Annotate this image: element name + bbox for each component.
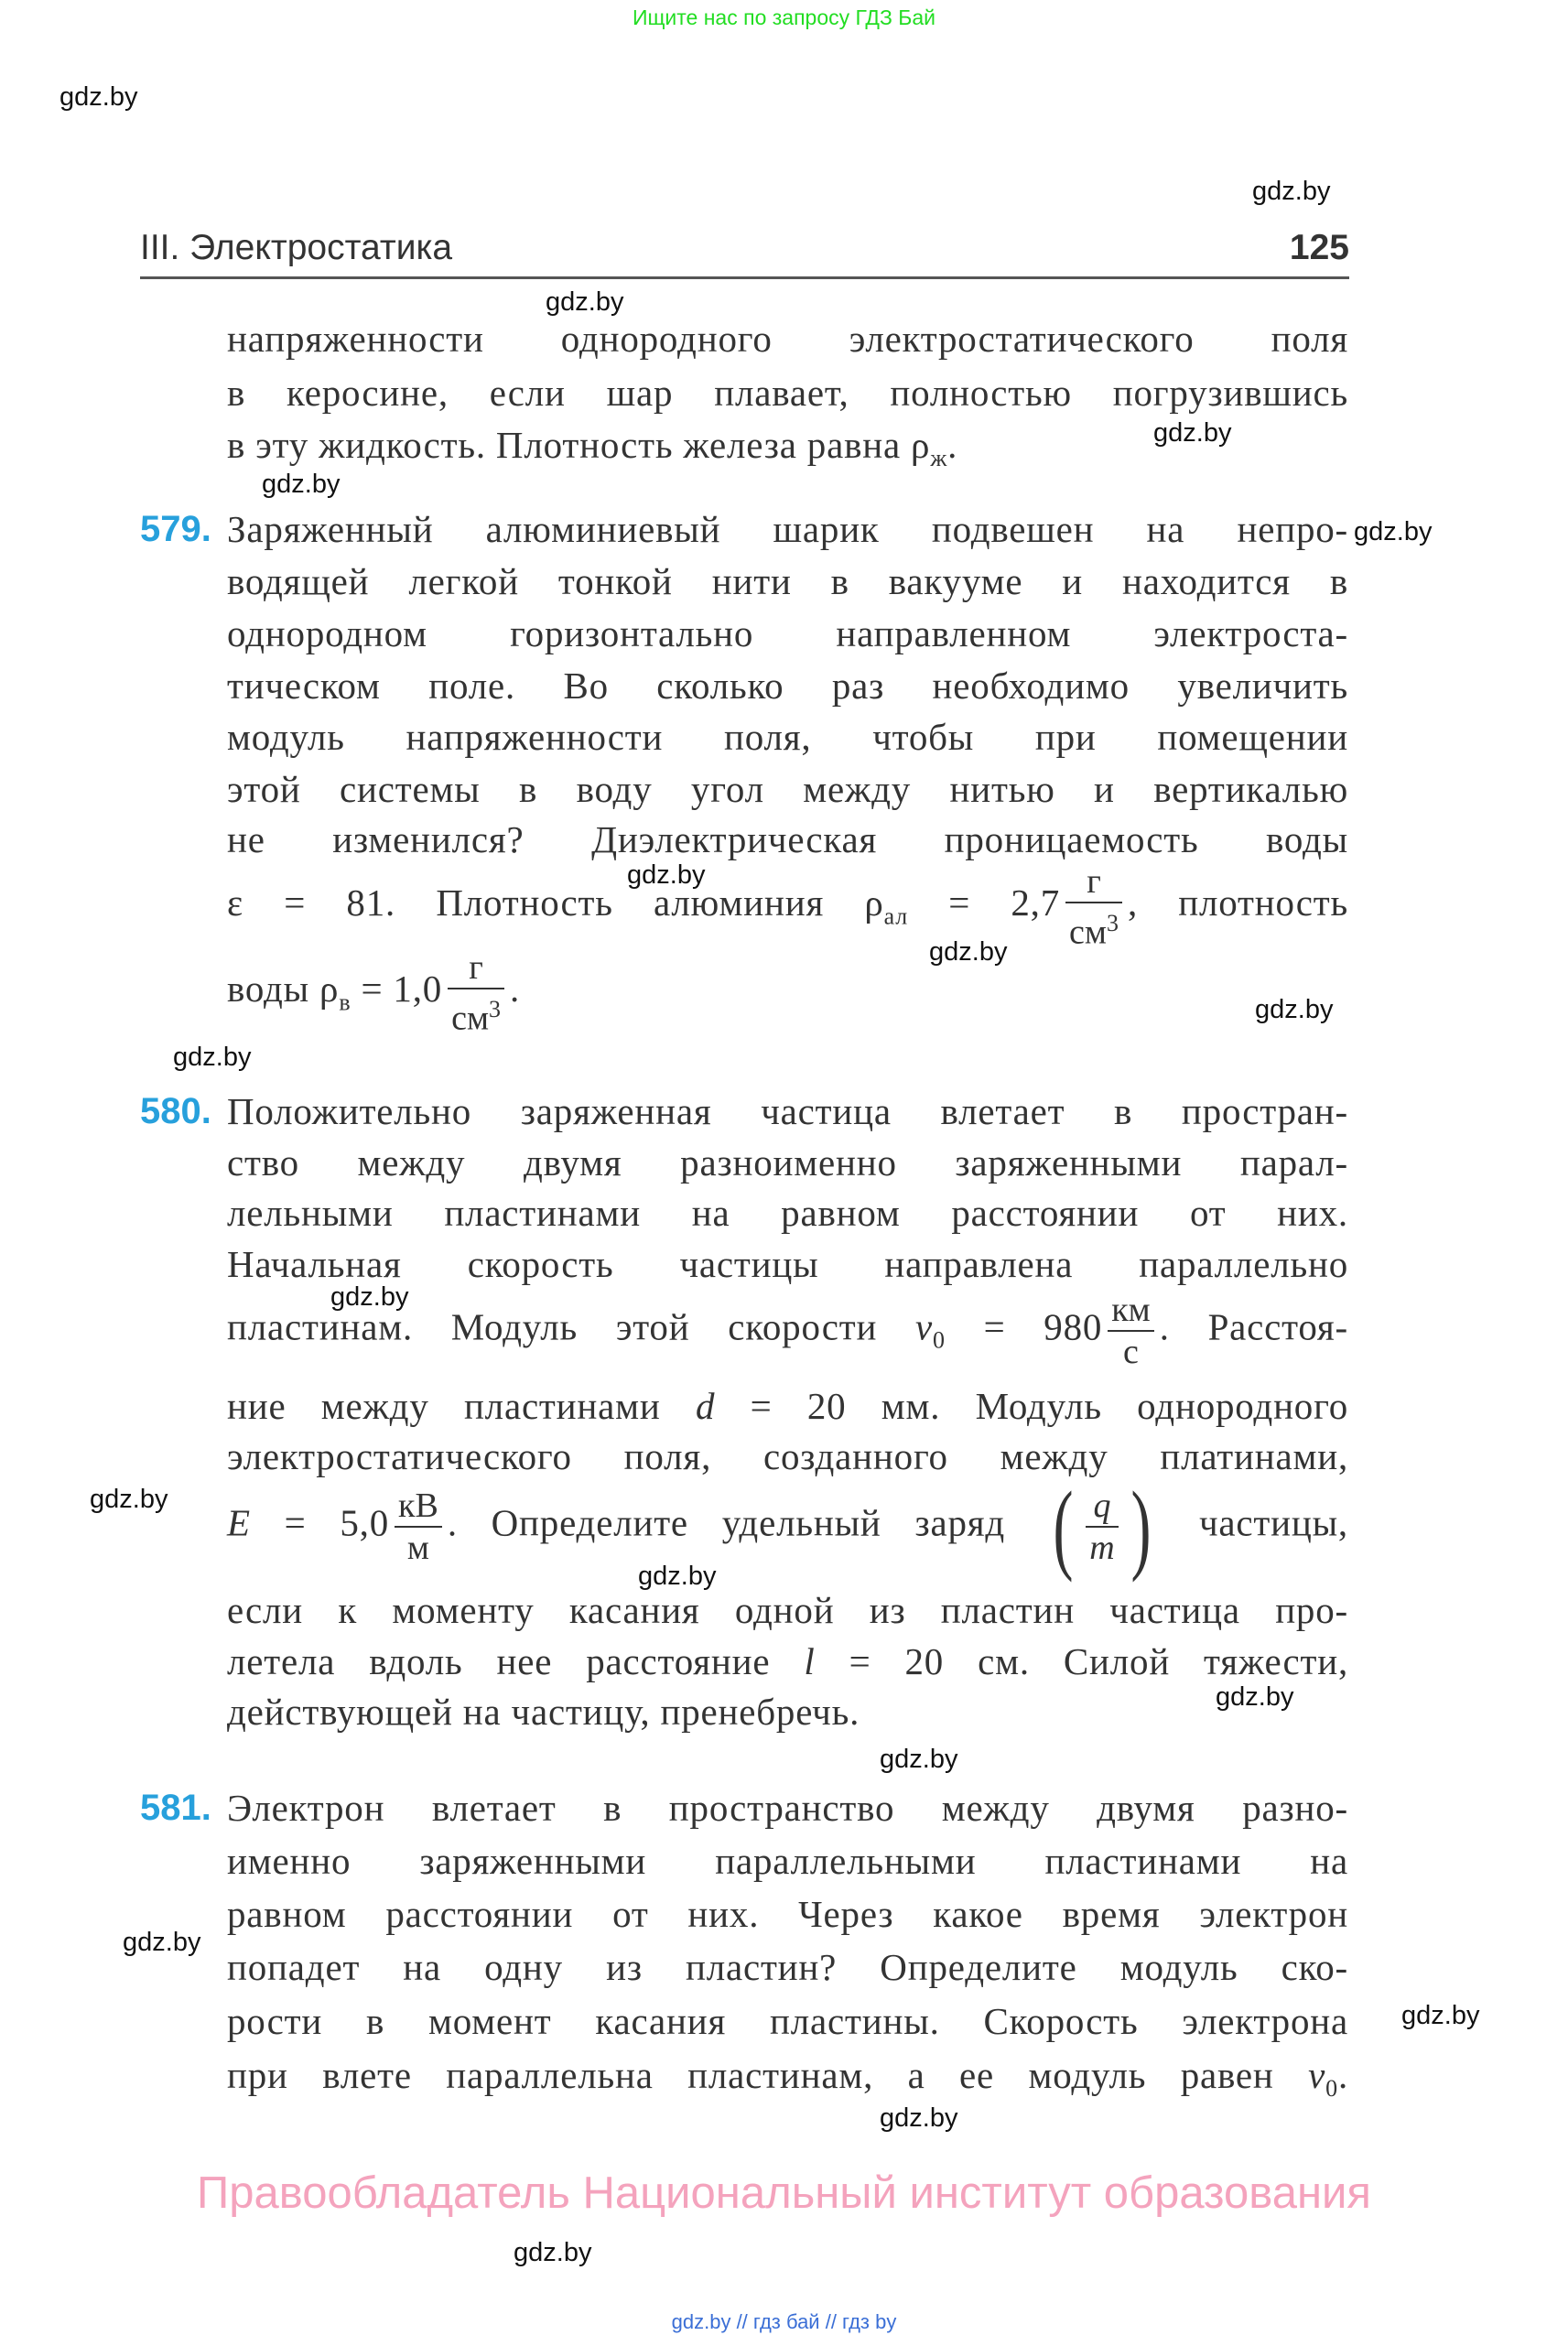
text-line: не изменился? Диэлектрическая проницаемость воды — [227, 818, 1348, 860]
numerator: км — [1111, 1291, 1151, 1329]
text-line — [227, 2052, 1348, 2112]
text-line: электростатического поля, созданного между платинами, — [227, 1435, 1348, 1477]
unit: см — [1069, 913, 1107, 952]
header-rule — [140, 276, 1349, 279]
text: = 980 — [945, 1305, 1103, 1348]
text-line — [227, 1638, 1348, 1684]
subscript: ал — [883, 903, 908, 930]
text: воды ρ — [227, 968, 340, 1011]
watermark: gdz.by — [1153, 418, 1232, 448]
watermark: gdz.by — [173, 1043, 252, 1072]
copyright-notice: Правообладатель Национальный институт образования — [197, 2168, 1371, 2218]
text-line: рости в момент касания пластины. Скорость электрона — [227, 2000, 1348, 2042]
watermark: gdz.by — [90, 1485, 168, 1514]
watermark: gdz.by — [1401, 2001, 1480, 2030]
subscript: в — [339, 989, 351, 1016]
text-line — [227, 1383, 1348, 1429]
text: . Расстоя- — [1159, 1305, 1348, 1348]
text: = 2,7 — [907, 881, 1061, 924]
text-line: однородном горизонтально направленном электроста- — [227, 612, 1348, 654]
denominator — [448, 989, 504, 1039]
text: = 20 мм. Модуль однородного — [715, 1385, 1349, 1427]
text: . Определите удельный заряд — [447, 1501, 1006, 1544]
denominator: м — [406, 1529, 429, 1567]
text-line: ство между двумя разноименно заряженными парал- — [227, 1141, 1348, 1184]
text-line: лельными пластинами на равном расстоянии от них. — [227, 1192, 1348, 1234]
text-line: именно заряженными параллельными пластинами на — [227, 1840, 1348, 1882]
numerator: q — [1093, 1487, 1111, 1525]
watermark: gdz.by — [1255, 995, 1334, 1024]
fraction — [448, 947, 504, 1039]
top-ad-text[interactable]: Ищите нас по запросу ГДЗ Бай — [632, 5, 936, 29]
watermark: gdz.by — [546, 287, 624, 317]
power: 3 — [1106, 910, 1119, 937]
fraction — [1108, 1290, 1154, 1372]
denominator: с — [1123, 1333, 1139, 1371]
variable: v — [915, 1305, 934, 1348]
watermark: gdz.by — [262, 470, 341, 499]
text: ε = 81. Плотность алюминия ρ — [227, 881, 884, 924]
text: ние между пластинами — [227, 1385, 661, 1427]
watermark: gdz.by — [929, 937, 1008, 967]
text-line: действующей на частицу, пренебречь. — [227, 1691, 860, 1733]
problem-number: 579. — [140, 509, 211, 549]
watermark: gdz.by — [880, 1745, 958, 1774]
variable: E — [227, 1501, 251, 1544]
text-line: если к моменту касания одной из пластин частица про- — [227, 1589, 1348, 1631]
text: = 1,0 — [351, 968, 443, 1011]
problem-number: 581. — [140, 1788, 211, 1828]
text: , плотность — [1127, 881, 1348, 924]
text-line: водящей легкой тонкой нити в вакууме и находится в — [227, 560, 1348, 602]
variable: d — [695, 1385, 716, 1427]
fraction — [1086, 1486, 1118, 1568]
watermark: gdz.by — [880, 2103, 958, 2133]
text-line: в керосине, если шар плавает, полностью погрузившись — [227, 372, 1348, 414]
text: = 20 см. Силой тяжести, — [815, 1640, 1349, 1682]
problem-number: 580. — [140, 1091, 211, 1131]
denominator: m — [1089, 1529, 1115, 1567]
watermark: gdz.by — [330, 1282, 409, 1312]
text: . — [947, 424, 958, 466]
numerator: кВ — [398, 1487, 438, 1525]
text: при влете параллельна пластинам, а ее модуль равен — [227, 2054, 1274, 2096]
watermark: gdz.by — [1216, 1682, 1294, 1712]
text-line: напряженности однородного электростатического поля — [227, 318, 1348, 360]
watermark: gdz.by — [59, 82, 138, 112]
formula-line — [227, 1467, 1348, 1586]
subscript: ж — [930, 445, 948, 472]
watermark: gdz.by — [123, 1928, 201, 1957]
text: пластинам. Модуль этой скорости — [227, 1305, 878, 1348]
formula-line — [227, 1271, 1348, 1390]
watermark: gdz.by — [1354, 517, 1433, 546]
variable: l — [804, 1640, 816, 1682]
watermark: gdz.by — [514, 2238, 592, 2267]
text: = 5,0 — [250, 1501, 389, 1544]
power: 3 — [489, 996, 502, 1023]
text-line: тическом поле. Во сколько раз необходимо увеличить — [227, 665, 1348, 707]
text-line: Положительно заряженная частица влетает в простран- — [227, 1090, 1348, 1132]
watermark: gdz.by — [627, 860, 706, 890]
watermark: gdz.by — [1252, 177, 1331, 206]
text-line: этой системы в воду угол между нитью и вертикалью — [227, 768, 1348, 810]
text-line: попадет на одну из пластин? Определите модуль ско- — [227, 1946, 1348, 1988]
watermark: gdz.by — [638, 1562, 717, 1591]
text-line: Электрон влетает в пространство между двумя разно- — [227, 1787, 1348, 1829]
text: в эту жидкость. Плотность железа равна ρ — [227, 424, 931, 466]
page-number: 125 — [1289, 228, 1349, 267]
unit: см — [451, 999, 490, 1038]
text-line: равном расстоянии от них. Через какое время электрон — [227, 1893, 1348, 1935]
parenthesized-fraction: ( $\frac{q}{m}$ ) — [1053, 1471, 1152, 1583]
text-line: модуль напряженности поля, чтобы при помещении — [227, 716, 1348, 758]
subscript: 0 — [1325, 2075, 1338, 2103]
text: . — [510, 968, 521, 1011]
text: частицы, — [1198, 1501, 1348, 1544]
formula-line — [227, 934, 1348, 1053]
fraction — [395, 1486, 442, 1568]
numerator: г — [469, 948, 483, 988]
text: . — [1337, 2054, 1348, 2096]
subscript: 0 — [933, 1326, 946, 1354]
footer-links[interactable]: gdz.by // гдз бай // гдз by — [671, 2310, 897, 2333]
text: летела вдоль нее расстояние — [227, 1640, 771, 1682]
chapter-title: III. Электростатика — [140, 228, 453, 267]
numerator: г — [1087, 862, 1101, 902]
text-line: Заряженный алюминиевый шарик подвешен на непро- — [227, 508, 1348, 550]
variable: v — [1308, 2054, 1326, 2096]
text-line: Начальная скорость частицы направлена параллельно — [227, 1243, 1348, 1285]
